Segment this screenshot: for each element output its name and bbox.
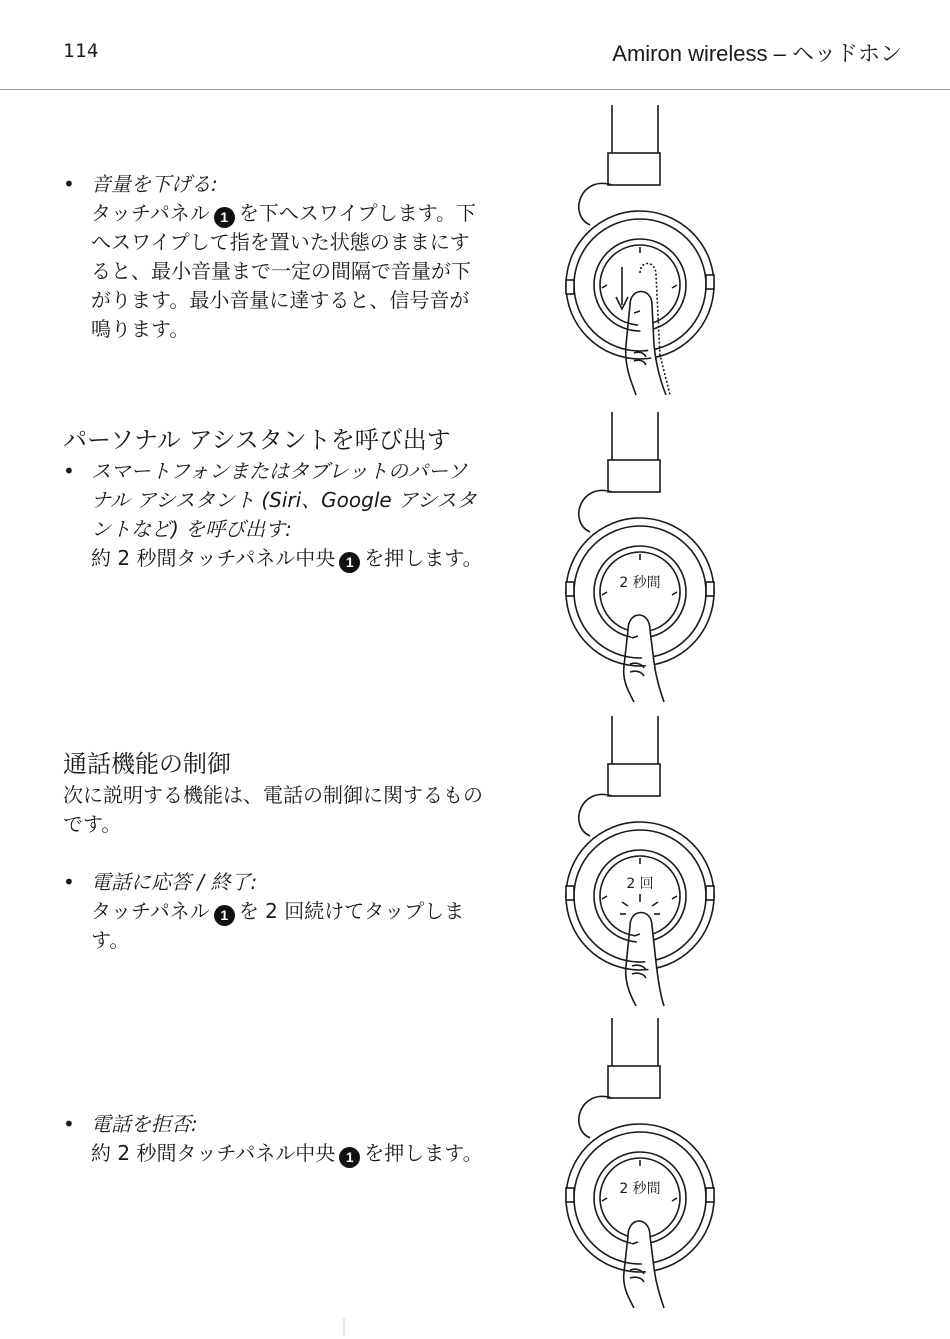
body-text: タッチパネル	[91, 201, 210, 225]
touch-panel-number-badge: 1	[339, 552, 360, 573]
call-control-block	[63, 748, 483, 955]
intro-paragraph: 次に説明する機能は、電話の制御に関するものです。	[63, 783, 483, 836]
bullet-title: 電話に応答 / 終了:	[91, 870, 258, 894]
footer-mark	[343, 1318, 345, 1336]
bullet-title: 電話を拒否:	[91, 1112, 198, 1136]
body-text: を押します。	[364, 1141, 483, 1165]
illustration-hold-reject	[560, 1018, 730, 1308]
touch-panel-number-badge: 1	[214, 905, 235, 926]
section-heading-assistant: パーソナル アシスタントを呼び出す	[63, 426, 451, 454]
illustration-double-tap	[560, 716, 730, 1006]
duration-label: 2 秒間	[619, 1181, 661, 1197]
bullet-item-answer-call	[63, 868, 483, 955]
body-text: を押します。	[364, 546, 483, 570]
reject-call-block	[63, 1110, 483, 1168]
illustration-swipe-down	[560, 105, 730, 395]
bullet-item-reject-call	[63, 1110, 483, 1168]
bullet-title: 音量を下げる:	[91, 172, 218, 196]
bullet-body	[91, 544, 483, 573]
duration-label: 2 秒間	[619, 575, 661, 591]
running-header: Amiron wireless – ヘッドホン	[612, 41, 902, 66]
bullet-icon: •	[63, 1112, 75, 1136]
assistant-block	[63, 424, 483, 573]
body-text: を下へスワイプします。下へスワイプして指を置いた状態のままにすると、最小音量まで一定の間隔で音量が下がります。最小音量に達すると、信号音が鳴ります。	[91, 201, 477, 341]
bullet-body	[91, 897, 483, 955]
header-divider	[0, 89, 950, 90]
section-heading-call-control: 通話機能の制御	[63, 750, 231, 778]
body-text: タッチパネル	[91, 899, 210, 923]
bullet-icon: •	[63, 870, 75, 894]
bullet-body	[91, 1139, 483, 1168]
bullet-title: スマートフォンまたはタブレットのパーソナル アシスタント (Siri、Google アシスタントなど) を呼び出す:	[91, 459, 477, 541]
bullet-icon: •	[63, 459, 75, 483]
body-text: 約 2 秒間タッチパネル中央	[91, 1141, 336, 1165]
page-number: 114	[63, 40, 99, 62]
touch-panel-number-badge: 1	[214, 207, 235, 228]
bullet-body	[91, 199, 483, 344]
bullet-item-assistant	[63, 457, 483, 573]
volume-down-block	[63, 170, 483, 344]
tap-count-label: 2 回	[626, 876, 654, 892]
bullet-icon: •	[63, 172, 75, 196]
bullet-item-volume-down	[63, 170, 483, 344]
illustration-hold-center	[560, 412, 730, 702]
body-text: を 2 回続けてタップします。	[91, 899, 465, 952]
touch-panel-number-badge: 1	[339, 1147, 360, 1168]
body-text: 約 2 秒間タッチパネル中央	[91, 546, 336, 570]
